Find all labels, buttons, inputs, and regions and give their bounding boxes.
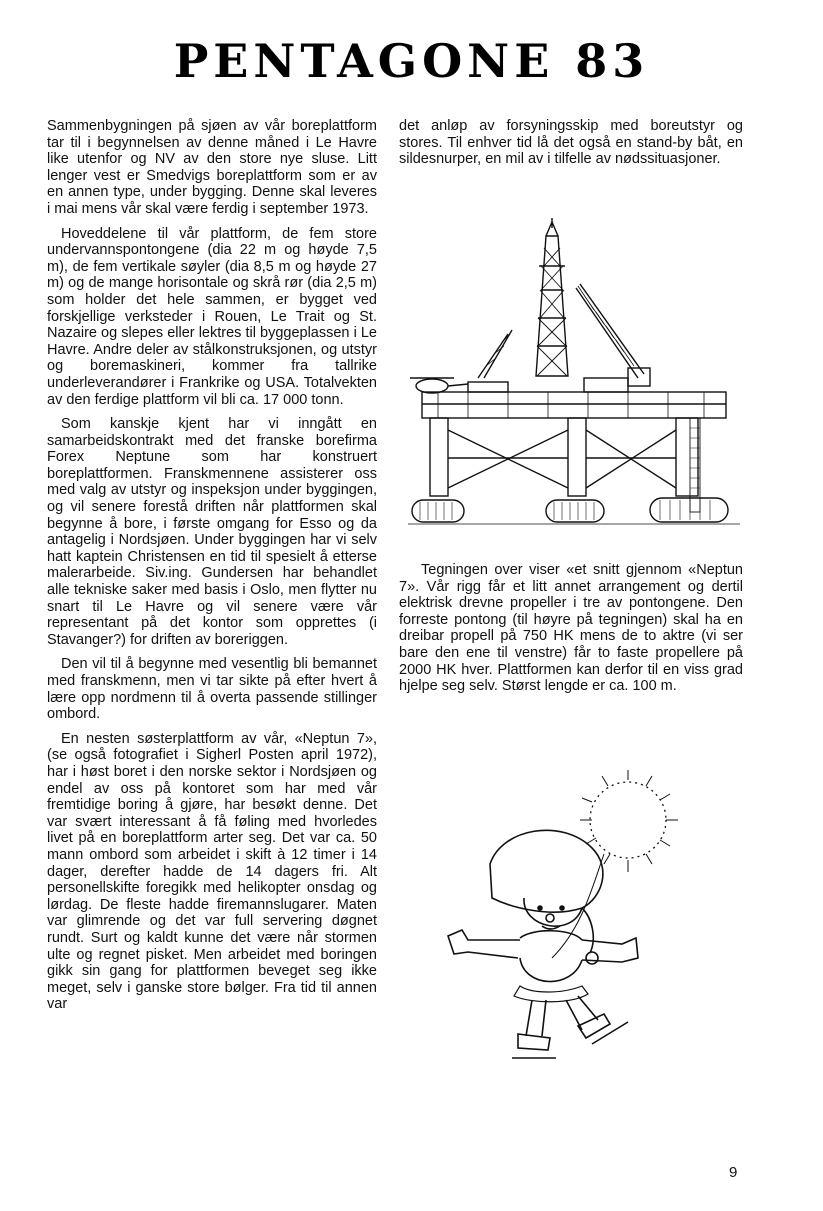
page-number: 9: [729, 1164, 738, 1181]
paragraph: En nesten søsterplattform av vår, «Neptun 7», (se også fotografiet i Sigherl Posten april 1972), har i høst boret i den norske sektor i Nordsjøen og endel av oss på kontoret som har med vår fremtidige boring å gjøre, har besøkt denne. Det var svært interessant å få føling med hvorledes livet på en boreplattform arter seg. Det var ca. 50 mann ombord som arbeidet i skift à 12 timer i 14 dager, derefter hadde de 14 dagers fri. Alt personellskifte foregikk med helikopter onsdag og lørdag. De fleste hadde firemannslugarer. Maten var glimrende og det var full servering døgnet rundt. Surt og kaldt kunne det være når stormen ulte og regnet pisket. Men arbeidet med boringen gikk sin gang for plattformen beveget seg ikke meget, selv i ganske store bølger. Fra tid til annen var: [47, 730, 377, 1013]
paragraph: Som kanskje kjent har vi inngått en samarbeidskontrakt med det franske borefirma Forex Neptune som har konstruert boreplattformen. Franskmennene assisterer oss med valg av utstyr og inspeksjon under byggingen, og vil senere forestå driften når plattformen skal begynne å bore, i første omgang for Esso og da antagelig i Nordsjøen. Under byggingen har vi selv hatt kaptein Christensen en tid til spesielt å etterse malerarbeide. Siv.ing. Gundersen har behandlet alle tekniske saker med basis i Oslo, men flytter nu snart til Le Havre og vil senere være vår representant på det kontor som opprettes (i Stavanger?) for driften av boreriggen.: [47, 416, 377, 648]
hat: [490, 830, 603, 964]
page-title: PENTAGONE 83: [173, 34, 650, 88]
right-text-column: [399, 118, 743, 176]
paragraph: Den vil til å begynne med vesentlig bli bemannet med franskmenn, men vi tar sikte på efter hvert å lære opp nordmenn til å overta passende stillinger ombord.: [47, 656, 377, 723]
derrick: [536, 218, 568, 376]
balloon-icon: [552, 770, 678, 958]
drilling-platform-drawing: [408, 218, 740, 528]
deck: [422, 378, 726, 418]
pontoons: [408, 498, 740, 524]
caption-text: [399, 562, 743, 703]
face: [524, 898, 582, 929]
paragraph: Sammenbygningen på sjøen av vår boreplattform tar til i begynnelsen av denne måned i Le Havre like utenfor og NV av den store nye sluse. Litt lenger vest er Smedvigs boreplattform som er av en annen type, under bygging. Denne skal leveres i mai mens vår skal være ferdig i september 1973.: [47, 118, 377, 217]
crane: [478, 330, 512, 378]
body: [448, 930, 638, 1002]
helicopter: [410, 378, 468, 393]
crane: [576, 284, 650, 386]
legs: [512, 996, 628, 1058]
paragraph: det anløp av forsyningsskip med boreutstyr og stores. Til enhver tid lå det også en stand-by båt, en sildesnurper, en mil av i tilfelle av nødssituasjoner.: [399, 118, 743, 168]
skating-child-with-balloon-drawing: [432, 768, 732, 1068]
caption-paragraph: Tegningen over viser «et snitt gjennom «Neptun 7». Vår rigg får et litt annet arrangement og dertil elektrisk drevne propeller i tre av pontongene. Den forreste pontong (til høyre på tegningen) skal ha en dreibar propell på 750 HK mens de to aktre (vi ser bare den ene til venstre) får to faste propellere på 2000 HK hver. Plattformen kan derfor til en viss grad hjelpe seg selv. Størst lengde er ca. 100 m.: [399, 562, 743, 695]
paragraph: Hoveddelene til vår plattform, de fem store undervannspontongene (dia 22 m og høyde 7,5 m), de fem vertikale søyler (dia 8,5 m og høyde 27 m) og de mange horisontale og skrå rør (dia 2,5 m) som holder det hele sammen, er bygget ved forskjellige verksteder i Rouen, Le Trait og St. Nazaire og slepes eller lektres til byggeplassen i Le Havre. Andre deler av stålkonstruksjonen, og utstyr og boremaskineri, kommer fra tallrike underleverandører i Frankrike og USA. Totalvekten av den ferdige plattform vil bli ca. 17 000 tonn.: [47, 225, 377, 408]
left-text-column: [47, 118, 377, 1021]
